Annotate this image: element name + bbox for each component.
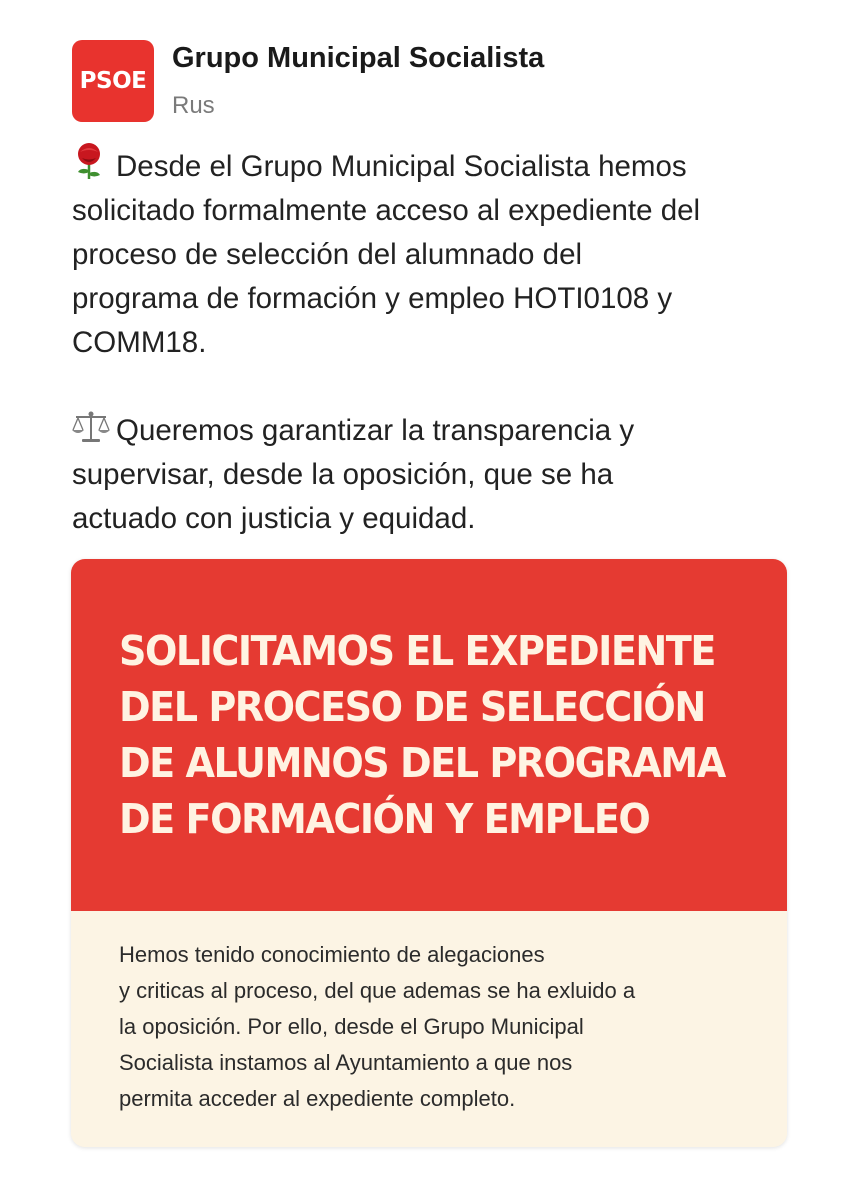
- balance-scale-icon: [72, 410, 116, 444]
- post-line: [72, 142, 802, 189]
- post-line: actuado con justicia y equidad.: [72, 502, 476, 535]
- post-line: programa de formación y empleo HOTI0108 y: [72, 282, 673, 315]
- card-description-line: y criticas al proceso, del que ademas se ha exluido a: [119, 978, 636, 1003]
- card-headline-banner: [71, 559, 787, 911]
- card-description-line: Hemos tenido conocimiento de alegaciones: [119, 942, 545, 967]
- author-subtitle: Rus: [172, 92, 215, 119]
- post-header: [72, 40, 792, 122]
- post-line: COMM18.: [72, 326, 207, 359]
- post-line-text: Queremos garantizar la transparencia y: [116, 414, 635, 447]
- card-headline-line: DE FORMACIÓN Y EMPLEO: [119, 795, 650, 843]
- author-name[interactable]: Grupo Municipal Socialista: [172, 42, 545, 74]
- card-description-line: permita acceder al expediente completo.: [119, 1086, 516, 1111]
- post-line-text: Desde el Grupo Municipal Socialista hemos: [116, 150, 687, 183]
- card-description-line: Socialista instamos al Ayuntamiento a que nos: [119, 1050, 573, 1075]
- card-description-line: la oposición. Por ello, desde el Grupo Municipal: [119, 1014, 584, 1039]
- card-description: [119, 937, 759, 1117]
- avatar[interactable]: [72, 40, 154, 122]
- post-paragraph-1: [72, 142, 802, 365]
- post-line: proceso de selección del alumnado del: [72, 238, 583, 271]
- post-line: [72, 409, 802, 453]
- avatar-logo-text: PSOE: [79, 68, 147, 94]
- card-headline-line: DEL PROCESO DE SELECCIÓN: [119, 683, 705, 731]
- card-headline-line: DE ALUMNOS DEL PROGRAMA: [119, 739, 725, 787]
- card-description-panel: [71, 911, 787, 1147]
- post-image-card[interactable]: [71, 559, 787, 1147]
- post-text: [72, 142, 802, 541]
- post-paragraph-2: [72, 409, 802, 541]
- card-headline: [119, 623, 733, 847]
- card-headline-line: SOLICITAMOS EL EXPEDIENTE: [119, 627, 715, 675]
- post-line: supervisar, desde la oposición, que se ha: [72, 458, 614, 491]
- post-line: solicitado formalmente acceso al expediente del: [72, 194, 701, 227]
- rose-icon: [72, 142, 116, 180]
